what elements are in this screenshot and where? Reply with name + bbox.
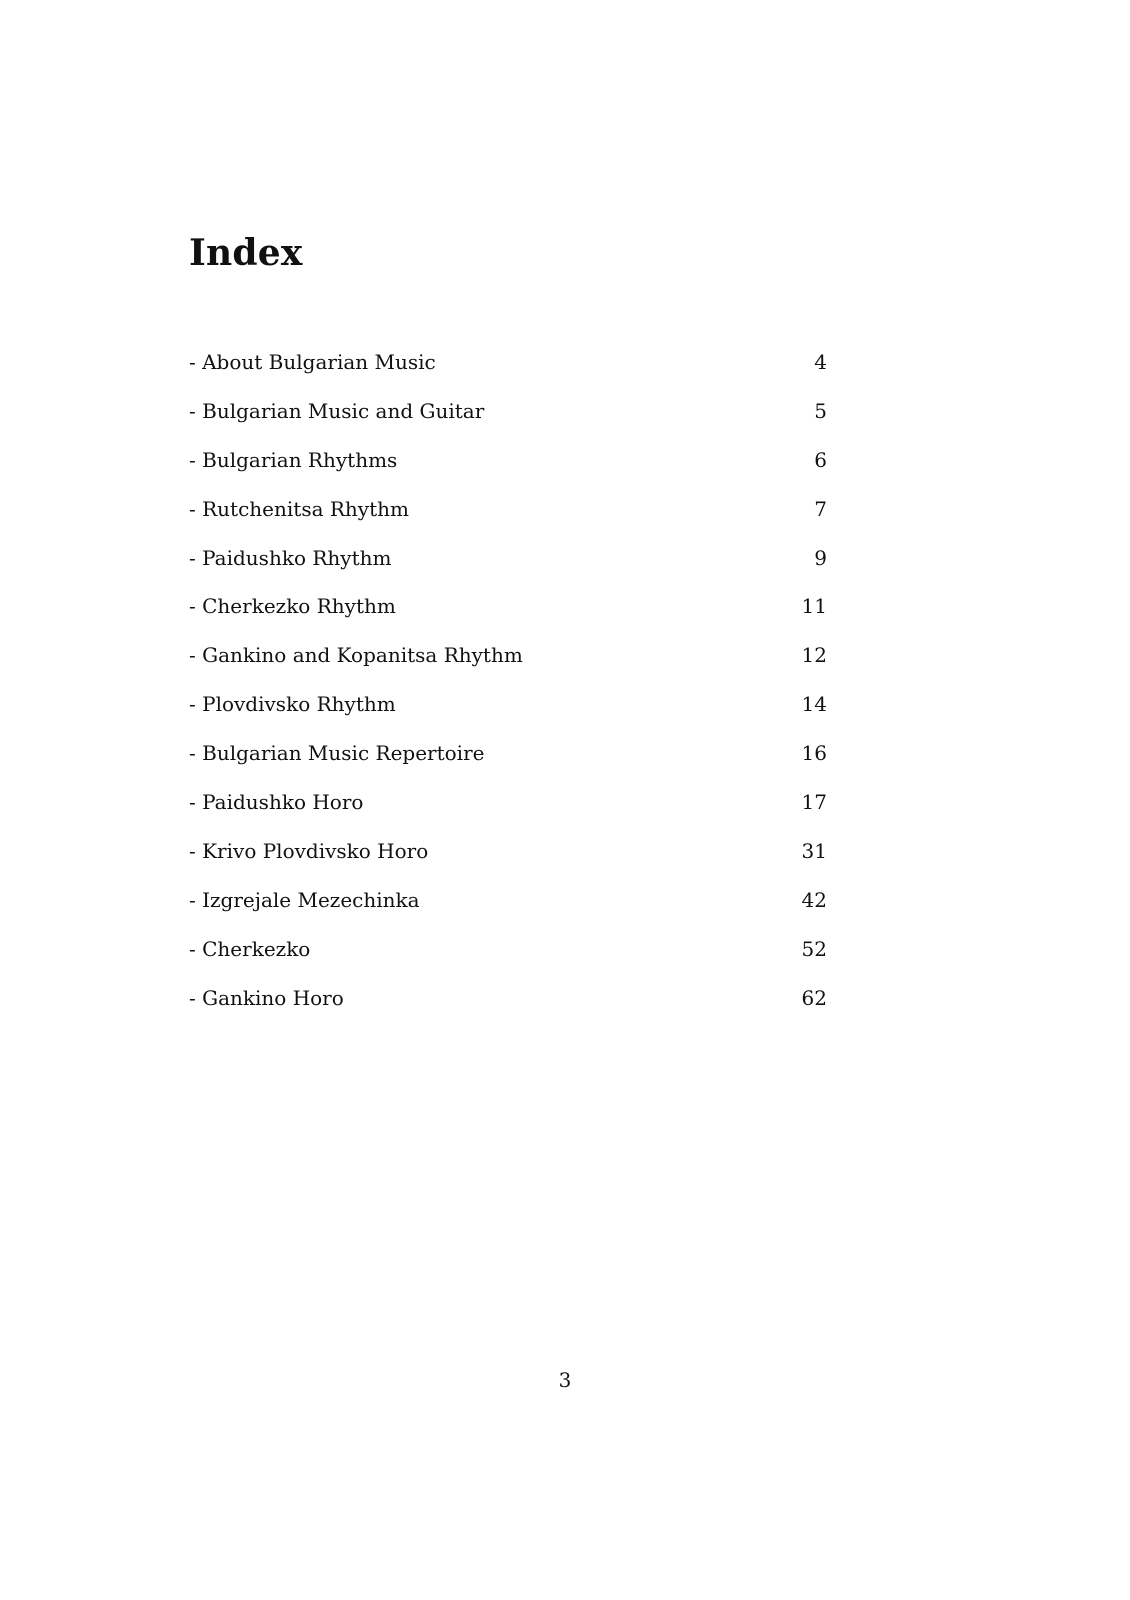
toc-entry-title: - Izgrejale Mezechinka <box>189 887 420 912</box>
toc-entry-page: 16 <box>801 741 827 766</box>
toc-entry-page: 14 <box>801 692 827 717</box>
toc-entry-title: - Bulgarian Music Repertoire <box>189 741 485 766</box>
toc-entry <box>189 546 839 595</box>
table-of-contents <box>189 350 839 1034</box>
page-number: 3 <box>558 1368 572 1392</box>
toc-entry-page: 9 <box>814 545 827 570</box>
toc-entry-title: - Gankino and Kopanitsa Rhythm <box>189 643 523 668</box>
toc-entry <box>189 643 839 692</box>
page-title: Index <box>189 232 303 274</box>
toc-entry <box>189 790 839 839</box>
toc-entry <box>189 692 839 741</box>
toc-entry-page: 42 <box>801 887 827 912</box>
toc-entry-page: 12 <box>801 643 827 668</box>
toc-entry-title: - Bulgarian Music and Guitar <box>189 398 485 423</box>
toc-entry <box>189 888 839 937</box>
toc-entry-page: 31 <box>801 838 827 863</box>
toc-entry <box>189 741 839 790</box>
toc-entry-page: 62 <box>801 985 827 1010</box>
toc-entry <box>189 839 839 888</box>
toc-entry <box>189 448 839 497</box>
toc-entry <box>189 399 839 448</box>
toc-entry-page: 6 <box>814 447 827 472</box>
toc-entry-title: - Paidushko Horo <box>189 790 364 815</box>
toc-entry-page: 4 <box>814 350 827 374</box>
toc-entry <box>189 937 839 986</box>
toc-entry-title: - Gankino Horo <box>189 985 344 1010</box>
toc-entry-page: 11 <box>801 594 827 619</box>
toc-entry-title: - Krivo Plovdivsko Horo <box>189 838 429 863</box>
toc-entry <box>189 497 839 546</box>
toc-entry-title: - Bulgarian Rhythms <box>189 447 398 472</box>
toc-entry-title: - Cherkezko <box>189 936 311 961</box>
toc-entry-page: 52 <box>801 936 827 961</box>
toc-entry-title: - Paidushko Rhythm <box>189 545 392 570</box>
toc-entry-page: 17 <box>801 790 827 815</box>
toc-entry-title: - Plovdivsko Rhythm <box>189 692 396 717</box>
toc-entry <box>189 594 839 643</box>
toc-entry <box>189 986 839 1035</box>
toc-entry-page: 5 <box>814 398 827 423</box>
toc-entry-title: - About Bulgarian Music <box>189 350 436 374</box>
toc-entry <box>189 350 839 399</box>
toc-entry-title: - Cherkezko Rhythm <box>189 594 396 619</box>
toc-entry-page: 7 <box>814 496 827 521</box>
toc-entry-title: - Rutchenitsa Rhythm <box>189 496 409 521</box>
